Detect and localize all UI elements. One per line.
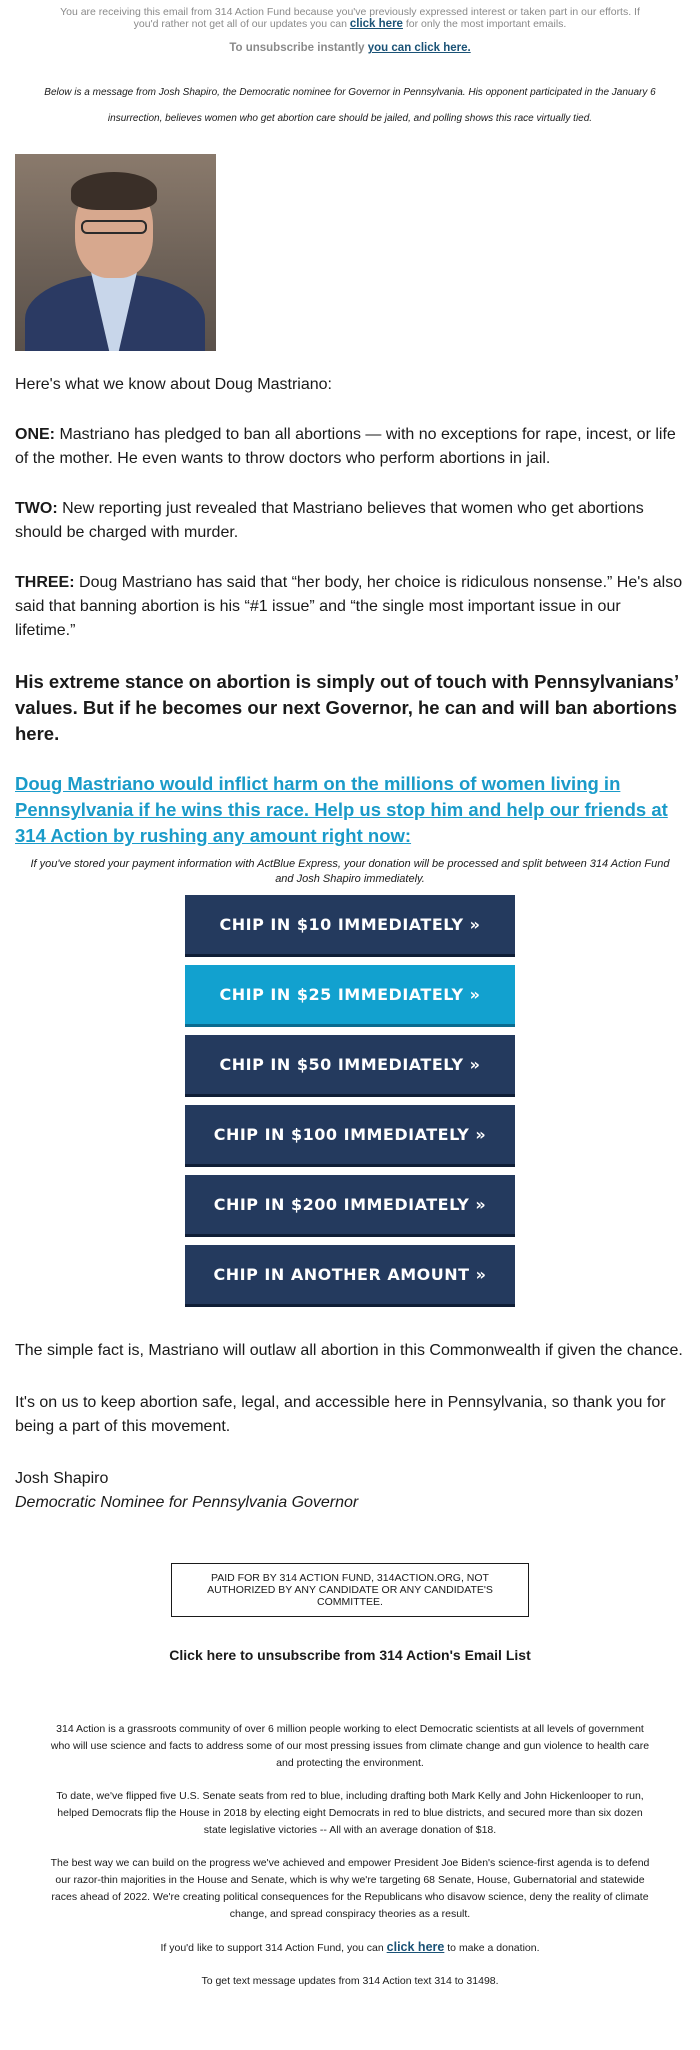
top-notice-text: You are receiving this email from 314 Action Fund because you've previously expressed interest or taken part in our efforts. If you'd rather not get all of our updates you can	[60, 6, 640, 30]
donate-cta-link[interactable]: Doug Mastriano would inflict harm on the millions of women living in Pennsylvania if he wins this race. Help us stop him and help our friends at 314 Action by rushing any amount right now:	[15, 773, 668, 846]
signature	[15, 1467, 685, 1515]
footer-sms: To get text message updates from 314 Action text 314 to 31498.	[201, 1975, 499, 1987]
point-two-label: TWO:	[15, 500, 58, 517]
point-three-label: THREE:	[15, 574, 75, 591]
signature-title: Democratic Nominee for Pennsylvania Governor	[15, 1494, 359, 1511]
unsubscribe-instantly-link[interactable]: you can click here.	[367, 42, 471, 54]
closing-paragraph-2: It's on us to keep abortion safe, legal, and accessible here in Pennsylvania, so thank you for being a part of this movement.	[15, 1394, 666, 1435]
point-one-text: Mastriano has pledged to ban all abortions — with no exceptions for rape, incest, or life of the mother. He even wants to throw doctors who perform abortions in jail.	[15, 426, 676, 467]
strong-statement: His extreme stance on abortion is simply out of touch with Pennsylvanians’ values. But if he becomes our next Governor, he can and will ban abortions here.	[15, 671, 679, 744]
unsubscribe-prefix: To unsubscribe instantly	[229, 42, 365, 54]
signature-name: Josh Shapiro	[15, 1470, 109, 1487]
top-notice-text-after: for only the most important emails.	[405, 18, 567, 30]
footer-donate-before: If you'd like to support 314 Action Fund, you can	[160, 1942, 384, 1954]
point-one	[15, 423, 685, 471]
point-three	[15, 571, 685, 643]
unsubscribe-list-link[interactable]: Click here to unsubscribe from 314 Action's Email List	[169, 1647, 531, 1663]
footer-donate-link[interactable]: click here	[386, 1940, 445, 1954]
top-unsubscribe	[0, 42, 700, 54]
point-one-label: ONE:	[15, 426, 55, 443]
important-only-link[interactable]: click here	[349, 18, 403, 30]
photo-glasses	[81, 220, 147, 234]
paid-for-disclaimer: PAID FOR BY 314 ACTION FUND, 314ACTION.ORG, NOT AUTHORIZED BY ANY CANDIDATE OR ANY CANDIDATE'S COMMITTEE.	[171, 1563, 529, 1617]
message-body	[0, 373, 700, 849]
closing-section	[0, 1339, 700, 1515]
intro-note: Below is a message from Josh Shapiro, the Democratic nominee for Governor in Pennsylvania. His opponent participated in the January 6 insurrection, believes women who get abortion care should be jailed, and polling shows this race virtually tied.	[44, 87, 656, 124]
chip-in-200-button[interactable]: CHIP IN $200 IMMEDIATELY »	[185, 1175, 515, 1237]
chip-in-25-button[interactable]: CHIP IN $25 IMMEDIATELY »	[185, 965, 515, 1027]
actblue-express-note: If you've stored your payment information with ActBlue Express, your donation will be processed and split between 314 Action Fund and Josh Shapiro immediately.	[30, 858, 670, 885]
chip-in-other-button[interactable]: CHIP IN ANOTHER AMOUNT »	[185, 1245, 515, 1307]
point-two	[15, 497, 685, 545]
top-notice	[50, 0, 650, 30]
donation-buttons	[0, 895, 700, 1307]
footer	[50, 1721, 650, 1990]
footer-paragraph-3: The best way we can build on the progress we've achieved and empower President Joe Biden's science-first agenda is to defend our razor-thin majorities in the House and Senate, which is why we're targeting 68 Senate, House, Gubernatorial and statewide races ahead of 2022. We're creating political consequences for the Republicans who disavow science, deny the reality of climate change, and spread conspiracy theories as a result.	[50, 1857, 650, 1920]
point-two-text: New reporting just revealed that Mastriano believes that women who get abortions should be charged with murder.	[15, 500, 644, 541]
footer-donate-after: to make a donation.	[447, 1942, 540, 1954]
closing-paragraph-1: The simple fact is, Mastriano will outlaw all abortion in this Commonwealth if given the chance.	[15, 1342, 683, 1359]
chip-in-50-button[interactable]: CHIP IN $50 IMMEDIATELY »	[185, 1035, 515, 1097]
lead-paragraph: Here's what we know about Doug Mastriano:	[15, 376, 332, 393]
photo-hair	[71, 172, 157, 210]
chip-in-100-button[interactable]: CHIP IN $100 IMMEDIATELY »	[185, 1105, 515, 1167]
footer-paragraph-1: 314 Action is a grassroots community of over 6 million people working to elect Democratic scientists at all levels of government who will use science and facts to address some of our most pressing issues from climate change and gun violence to health care and protecting the environment.	[50, 1723, 650, 1769]
chip-in-10-button[interactable]: CHIP IN $10 IMMEDIATELY »	[185, 895, 515, 957]
footer-donate	[50, 1939, 650, 1957]
footer-paragraph-2: To date, we've flipped five U.S. Senate seats from red to blue, including drafting both Mark Kelly and John Hickenlooper to run, helped Democrats flip the House in 2018 by electing eight Democrats in red to blue districts, and secured more than six dozen state legislative victories -- All with an average donation of $18.	[56, 1790, 644, 1836]
point-three-text: Doug Mastriano has said that “her body, her choice is ridiculous nonsense.” He's also said that banning abortion is his “#1 issue” and “the single most important issue in our lifetime.”	[15, 574, 683, 639]
josh-shapiro-photo	[15, 154, 216, 351]
